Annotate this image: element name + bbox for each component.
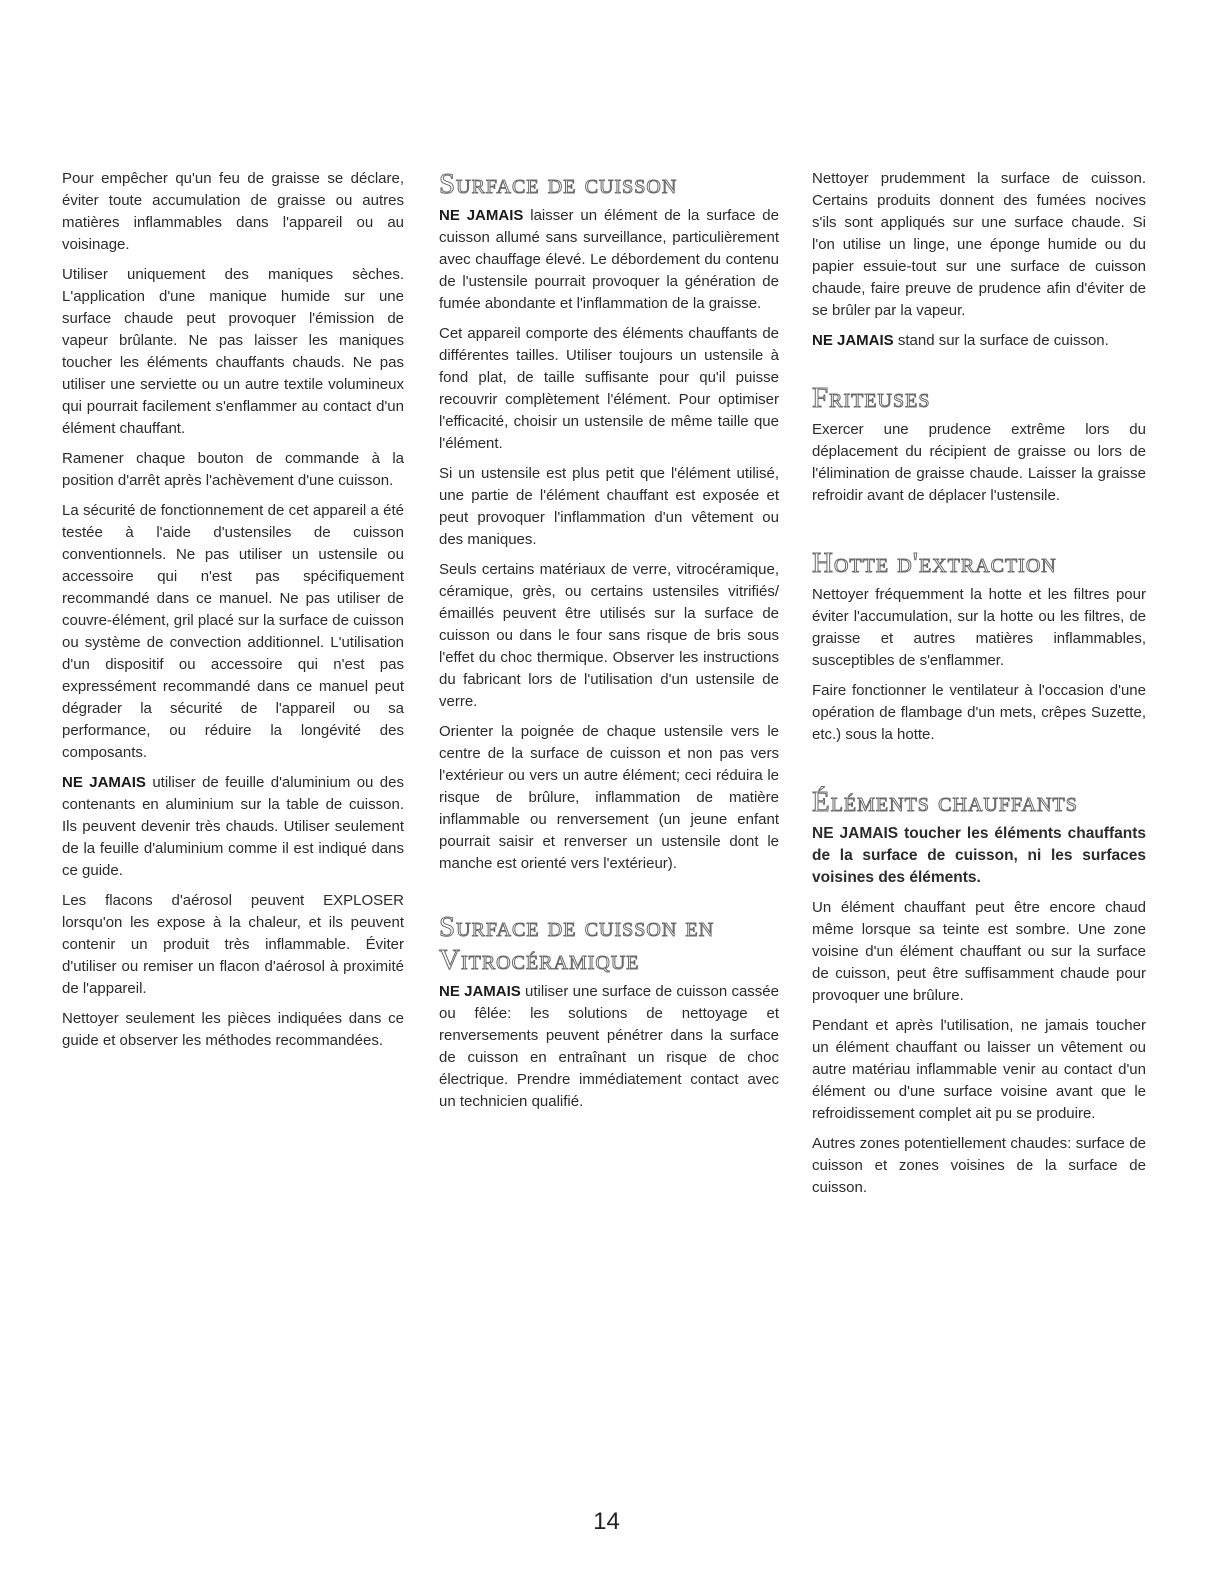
- paragraph-aluminum-foil: [62, 772, 404, 882]
- paragraph-during-after-use: Pendant et après l'utilisation, ne jamais toucher un élément chauffant ou laisser un vêtement ou autre matériau inflammable venir au contact d'un élément ou d'une surface voisine avant que le refroidissement complet ait pu se produire.: [812, 1017, 1146, 1122]
- paragraph-other-hot-zones: Autres zones potentiellement chaudes: surface de cuisson et zones voisines de la surface de cuisson.: [812, 1135, 1146, 1196]
- column-right: [812, 168, 1146, 1207]
- paragraph-conventional-cookware: La sécurité de fonctionnement de cet appareil a été testée à l'aide d'ustensiles de cuisson conventionnels. Ne pas utiliser un ustensile ou accessoire qui n'est pas spécifiquement recommandé dans ce manuel. Ne pas utiliser de couvre-élément, gril placé sur la surface de cuisson ou système de convection additionnel. L'utilisation d'un dispositif ou accessoire qui n'est pas expressément recommandé dans ce manuel peut dégrader la sécurité de l'appareil ou sa performance, ou réduire la longévité des composants.: [62, 502, 404, 761]
- column-middle: [439, 168, 779, 1121]
- paragraph-dark-still-hot: Un élément chauffant peut être encore chaud même lorsque sa teinte est sombre. Une zone voisine d'un élément chauffant ou sur la surface de cuisson, peut être suffisamment chaude pour provoquer une brûlure.: [812, 899, 1146, 1004]
- section-heading-cooking-surface: Surface de cuisson: [439, 168, 678, 200]
- column-left: [62, 168, 404, 1060]
- section-heading-ceramic-glass: Surface de cuisson en Vitrocéramique: [439, 911, 715, 976]
- paragraph-text: utiliser de feuille d'aluminium ou des contenants en aluminium sur la table de cuisson. Ils peuvent devenir très chauds. Utiliser seulement de la feuille d'aluminium comme il est indiqué dans ce guide.: [62, 774, 404, 879]
- paragraph-text: stand sur la surface de cuisson.: [893, 332, 1109, 349]
- paragraph-clean-carefully: Nettoyer prudemment la surface de cuisson. Certains produits donnent des fumées nocives s'ils sont appliqués sur une surface chaude. Si l'on utilise un linge, une éponge humide ou du papier essuie-tout sur une surface de cuisson chaude, faire preuve de prudence afin d'éviter de se brûler par la vapeur.: [812, 170, 1146, 319]
- paragraph-small-cookware: Si un ustensile est plus petit que l'élément utilisé, une partie de l'élément chauffant est exposée et peut provoquer l'inflammation d'un vêtement ou des maniques.: [439, 465, 779, 548]
- paragraph-never-stand: [812, 330, 1146, 352]
- paragraph-fan-flambe: Faire fonctionner le ventilateur à l'occasion d'une opération de flambage d'un mets, crêpes Suzette, etc.) sous la hotte.: [812, 682, 1146, 743]
- paragraph-unattended: [439, 205, 779, 315]
- paragraph-hot-grease: Exercer une prudence extrême lors du déplacement du récipient de graisse ou lors de l'élimination de graisse chaude. Laisser la graisse refroidir avant de déplacer l'ustensile.: [812, 421, 1146, 504]
- warning-never: NE JAMAIS: [439, 983, 521, 1000]
- paragraph-clean-hood: Nettoyer fréquemment la hotte et les filtres pour éviter l'accumulation, sur la hotte ou les filtres, de graisse et autres matières inflammables, susceptibles de s'enflammer.: [812, 586, 1146, 669]
- paragraph-knobs-off: Ramener chaque bouton de commande à la position d'arrêt après l'achèvement d'une cuisson.: [62, 450, 404, 489]
- paragraph-element-sizes: Cet appareil comporte des éléments chauffants de différentes tailles. Utiliser toujours un ustensile à fond plat, de taille suffisante pour qu'il puisse recouvrir complètement l'élément. Pour optimiser l'efficacité, choisir un ustensile de même taille que l'élément.: [439, 325, 779, 452]
- paragraph-cracked-surface: [439, 981, 779, 1113]
- paragraph-dry-potholders: Utiliser uniquement des maniques sèches. L'application d'une manique humide sur une surface chaude peut provoquer l'émission de vapeur brûlante. Ne pas laisser les maniques toucher les éléments chauffants chauds. Ne pas utiliser une serviette ou un autre textile volumineux qui pourrait facilement s'enflammer au contact d'un élément chauffant.: [62, 266, 404, 437]
- paragraph-glass-materials: Seuls certains matériaux de verre, vitrocéramique, céramique, grès, ou certains ustensiles vitrifiés/émaillés peuvent être utilisés sur la surface de cuisson ou dans le four sans risque de bris sous l'effet du choc thermique. Observer les instructions du fabricant lors de l'utilisation d'un ustensile de verre.: [439, 561, 779, 710]
- warning-never: NE JAMAIS: [439, 207, 524, 224]
- paragraph-grease-fire: Pour empêcher qu'un feu de graisse se déclare, éviter toute accumulation de graisse ou autres matières inflammables dans l'appareil ou au voisinage.: [62, 170, 404, 253]
- warning-never-touch-elements: NE JAMAIS toucher les éléments chauffants de la surface de cuisson, ni les surfaces voisines des éléments.: [812, 825, 1146, 886]
- paragraph-text: laisser un élément de la surface de cuisson allumé sans surveillance, particulièrement avec chauffage élevé. Le débordement du contenu de l'ustensile pourrait provoquer la génération de fumée abondante et l'inflammation de la graisse.: [439, 207, 779, 312]
- paragraph-aerosol: Les flacons d'aérosol peuvent EXPLOSER lorsqu'on les expose à la chaleur, et ils peuvent contenir un produit très inflammable. Éviter d'utiliser ou remiser un flacon d'aérosol à proximité de l'appareil.: [62, 892, 404, 997]
- section-heading-heating-elements: Éléments chauffants: [812, 786, 1078, 818]
- paragraph-cleaning: Nettoyer seulement les pièces indiquées dans ce guide et observer les méthodes recommandées.: [62, 1010, 404, 1049]
- paragraph-handle-orientation: Orienter la poignée de chaque ustensile vers le centre de la surface de cuisson et non pas vers l'extérieur ou vers un autre élément; ceci réduira le risque de brûlure, inflammation de matière inflammable ou renversement (un jeune enfant pourrait saisir et renverser un ustensile dont le manche est orienté vers l'extérieur).: [439, 723, 779, 872]
- section-heading-range-hood: Hotte d'extraction: [812, 547, 1057, 579]
- paragraph-text: utiliser une surface de cuisson cassée ou fêlée: les solutions de nettoyage et renversements peuvent pénétrer dans la surface de cuisson en entraînant un risque de choc électrique. Prendre immédiatement contact avec un technicien qualifié.: [439, 983, 779, 1110]
- section-heading-fryers: Friteuses: [812, 382, 931, 414]
- warning-never: NE JAMAIS: [62, 774, 146, 791]
- page-number: 14: [593, 1508, 620, 1535]
- warning-never: NE JAMAIS: [812, 332, 894, 349]
